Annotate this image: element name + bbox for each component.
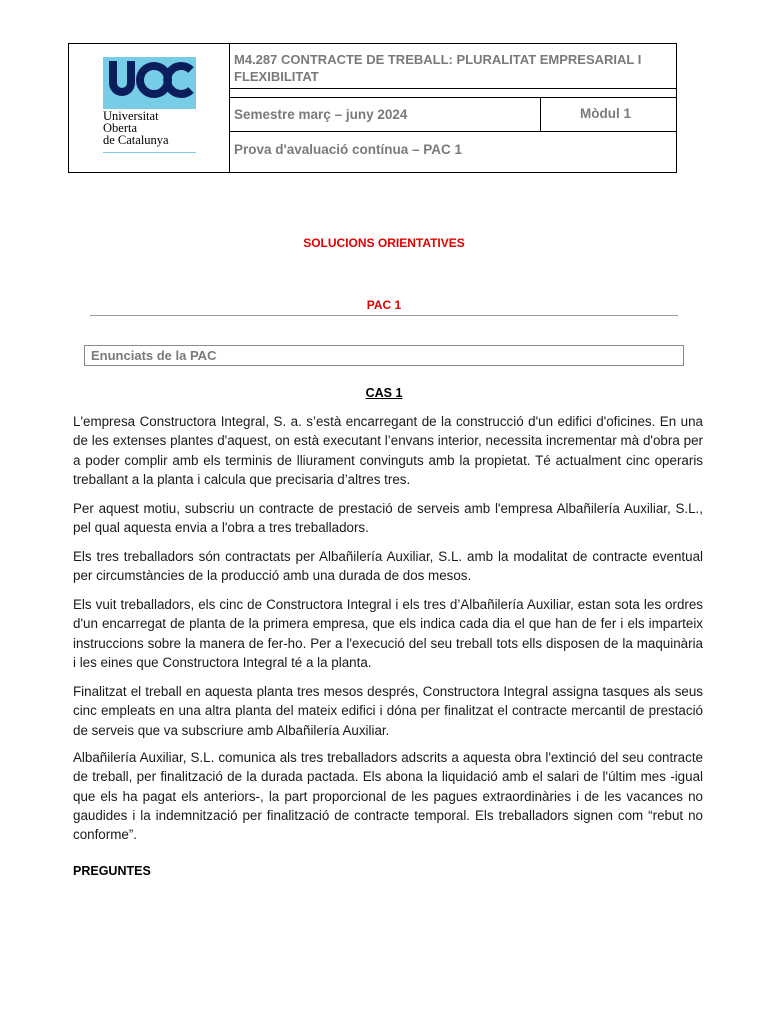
logo-line-3: de Catalunya xyxy=(103,133,169,147)
case-title: CAS 1 xyxy=(365,386,403,400)
case-paragraph-3: Els tres treballadors són contractats per Albañilería Auxiliar, S.L. amb la modalitat de contracte eventual per circumstàncies de la producció amb una durada de dos mesos. xyxy=(73,549,703,584)
document-header xyxy=(68,43,677,173)
logo-line-1: Universitat xyxy=(103,109,159,123)
uoc-logo-mark xyxy=(103,57,196,109)
course-title: M4.287 CONTRACTE DE TREBALL: PLURALITAT EMPRESARIAL I FLEXIBILITAT xyxy=(230,44,676,89)
logo-line-2: Oberta xyxy=(103,121,138,135)
case-paragraph-5: Finalitzat el treball en aquesta planta tres mesos després, Constructora Integral assigna tasques als seus cinc empleats en una altra planta del mateix edifici i dóna per finalitzat el contracte mercantil de prestació de serveis que va subscriure amb Albañilería Auxiliar. xyxy=(73,684,703,738)
statements-box: Enunciats de la PAC xyxy=(84,345,684,366)
logo-underline xyxy=(103,152,196,153)
module: Mòdul 1 xyxy=(540,97,676,132)
uoc-logo-text xyxy=(103,110,203,146)
divider xyxy=(90,315,678,316)
pac-heading: PAC 1 xyxy=(366,298,402,312)
solutions-heading: SOLUCIONS ORIENTATIVES xyxy=(303,236,465,250)
assessment-title: Prova d'avaluació contínua – PAC 1 xyxy=(234,142,463,157)
case-paragraph-4: Els vuit treballadors, els cinc de Constructora Integral i els tres d’Albañilería Auxiliar, estan sota les ordres d'un encarregat de planta de la primera empresa, que els indica cada dia el que han de fer i els imparteix instruccions sobre la manera de fer-ho. Per a l'execució del seu treball tots ells disposen de la maquinària i les eines que Constructora Integral té a la planta. xyxy=(73,597,703,670)
case-paragraph-1: L'empresa Constructora Integral, S. a. s’està encarregant de la construcció d'un edifici d'oficines. En una de les extenses plantes d'aquest, on està executant l’envans interior, necessita incrementar mà d'obra per a poder complir amb els terminis de lliurament convinguts amb la propietat. Té actualment cinc operaris treballant a la planta i calcula que precisaria d’altres tres. xyxy=(73,414,703,487)
uoc-logo xyxy=(69,44,230,172)
case-paragraph-6: Albañilería Auxiliar, S.L. comunica als tres treballadors adscrits a aquesta obra l'extinció del seu contracte de treball, per finalització de la durada pactada. Els abona la liquidació amb el salari de l'últim mes -igual que els ha pagat els anteriors-, la part proporcional de les pagues extraordinàries i de les vacances no gaudides i la indemnització per finalització de contracte temporal. Els treballadors signen com “rebut no conforme”. xyxy=(73,750,703,843)
case-paragraph-2: Per aquest motiu, subscriu un contracte de prestació de serveis amb l'empresa Albañilería Auxiliar, S.L., pel qual aquesta envia a l'obra a tres treballadors. xyxy=(73,501,703,536)
questions-heading: PREGUNTES xyxy=(73,864,151,878)
semester: Semestre març – juny 2024 xyxy=(230,97,541,132)
